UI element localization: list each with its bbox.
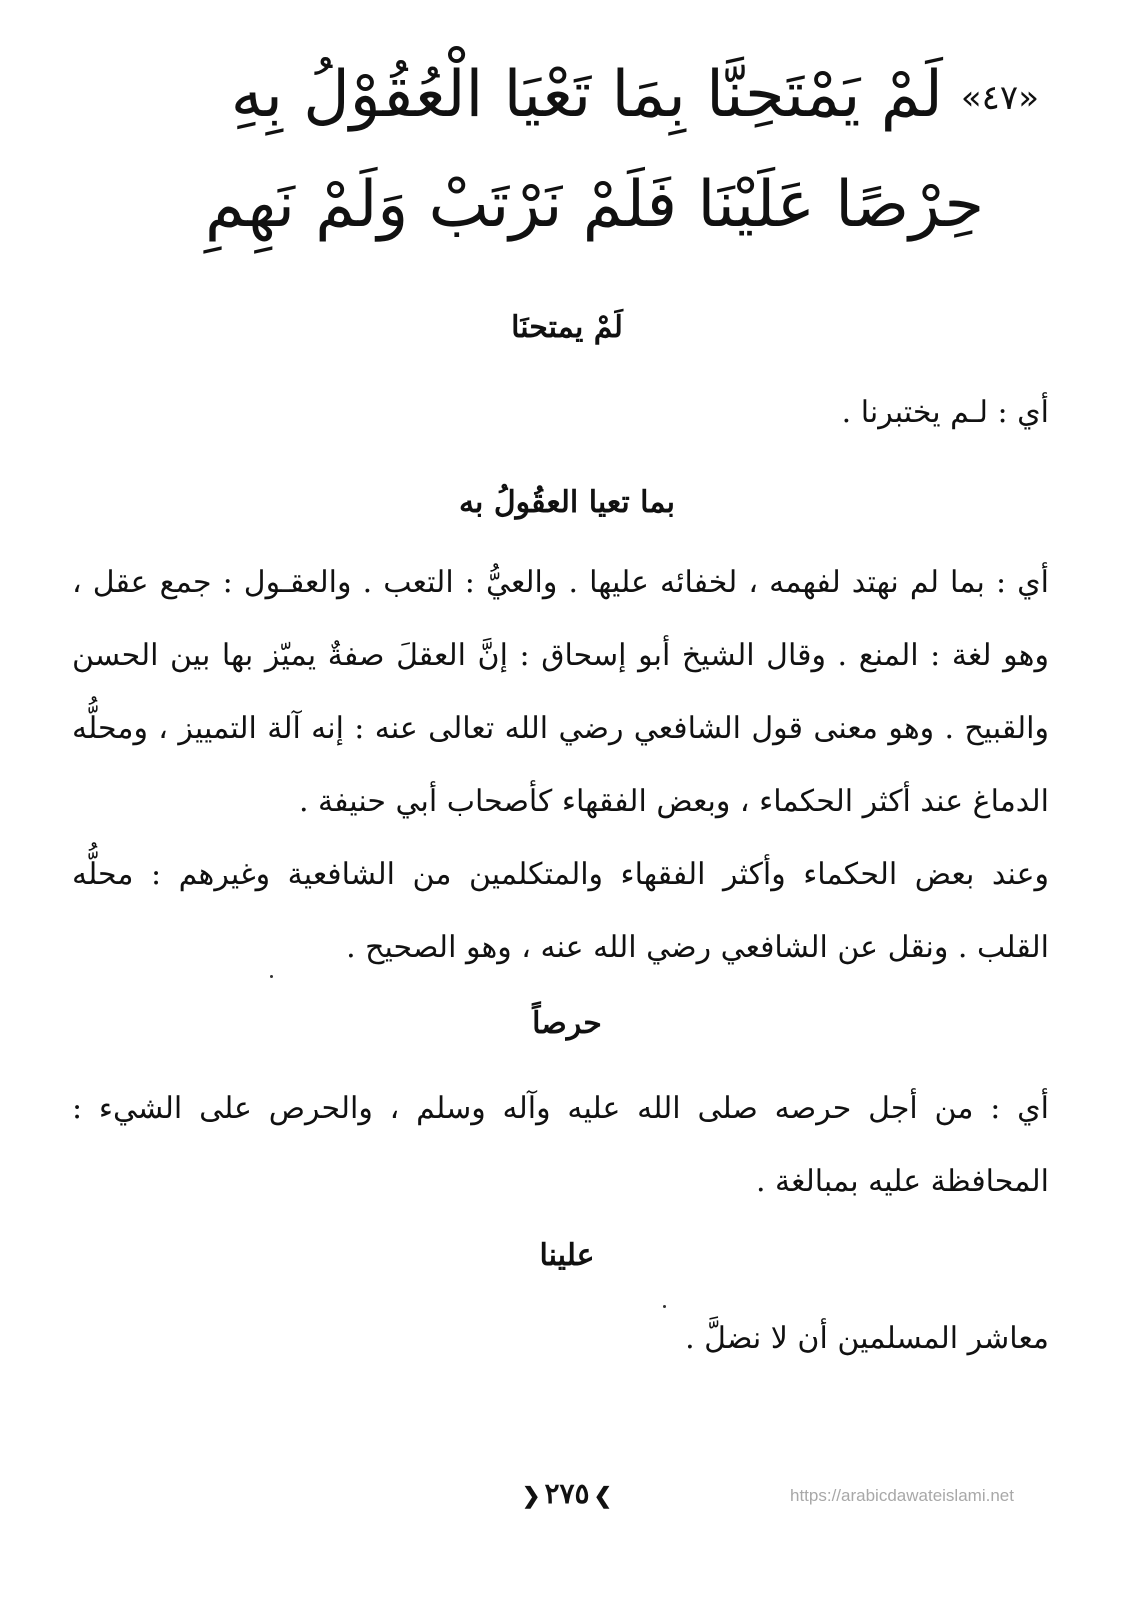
watermark-url: https://arabicdawateislami.net [790, 1486, 1014, 1505]
section-heading: حرصاً [532, 1006, 602, 1041]
verse-line-2: حِرْصًا عَلَيْنَا فَلَمْ نَرْتَبْ وَلَمْ نَهِمِ [205, 168, 984, 242]
scan-speck [270, 975, 273, 978]
verse-number: «٤٧» [960, 78, 1039, 119]
section-heading: لَمْ يمتحنَا [511, 310, 623, 345]
section-heading: بما تعيا العقُولُ به [458, 485, 676, 520]
page-number-bracket-right: ❯ [593, 1483, 612, 1509]
paragraph: أي : بما لم نهتد لفهمه ، لخفائه عليها . والعيُّ : التعب . والعقـول : جمع عقل ، وهو لغة : المنع . وقال الشيخ أبو إسحاق : إنَّ العقلَ صفةٌ يميّز بها بين الحسن والقبيح . وهو معنى قول الشافعي رضي الله تعالى عنه : إنه آلة التمييز ، ومحلُّه الدماغ عند أكثر الحكماء ، وبعض الفقهاء كأصحاب أبي حنيفة . [72, 565, 1049, 819]
page-number-value: ٢٧٥ [544, 1477, 590, 1510]
verse-text-1: لَمْ يَمْتَحِنَّا بِمَا تَعْيَا الْعُقُوْلُ بِهِ [230, 58, 943, 132]
scan-speck [663, 1305, 666, 1308]
page-number-bracket-left: ❮ [522, 1483, 541, 1509]
paragraph: وعند بعض الحكماء وأكثر الفقهاء والمتكلمين من الشافعية وغيرهم : محلُّه القلب . ونقل عن الشافعي رضي الله عنه ، وهو الصحيح . [72, 857, 1050, 965]
paragraph: أي : لـم يختبرنا . [841, 395, 1049, 430]
verse-line-1 [80, 50, 1039, 143]
paragraph: معاشر المسلمين أن لا نضلَّ . [685, 1321, 1049, 1356]
section-heading: علينا [539, 1238, 595, 1273]
paragraph: أي : من أجل حرصه صلى الله عليه وآله وسلم ، والحرص على الشيء : المحافظة عليه بمبالغة . [72, 1091, 1049, 1199]
